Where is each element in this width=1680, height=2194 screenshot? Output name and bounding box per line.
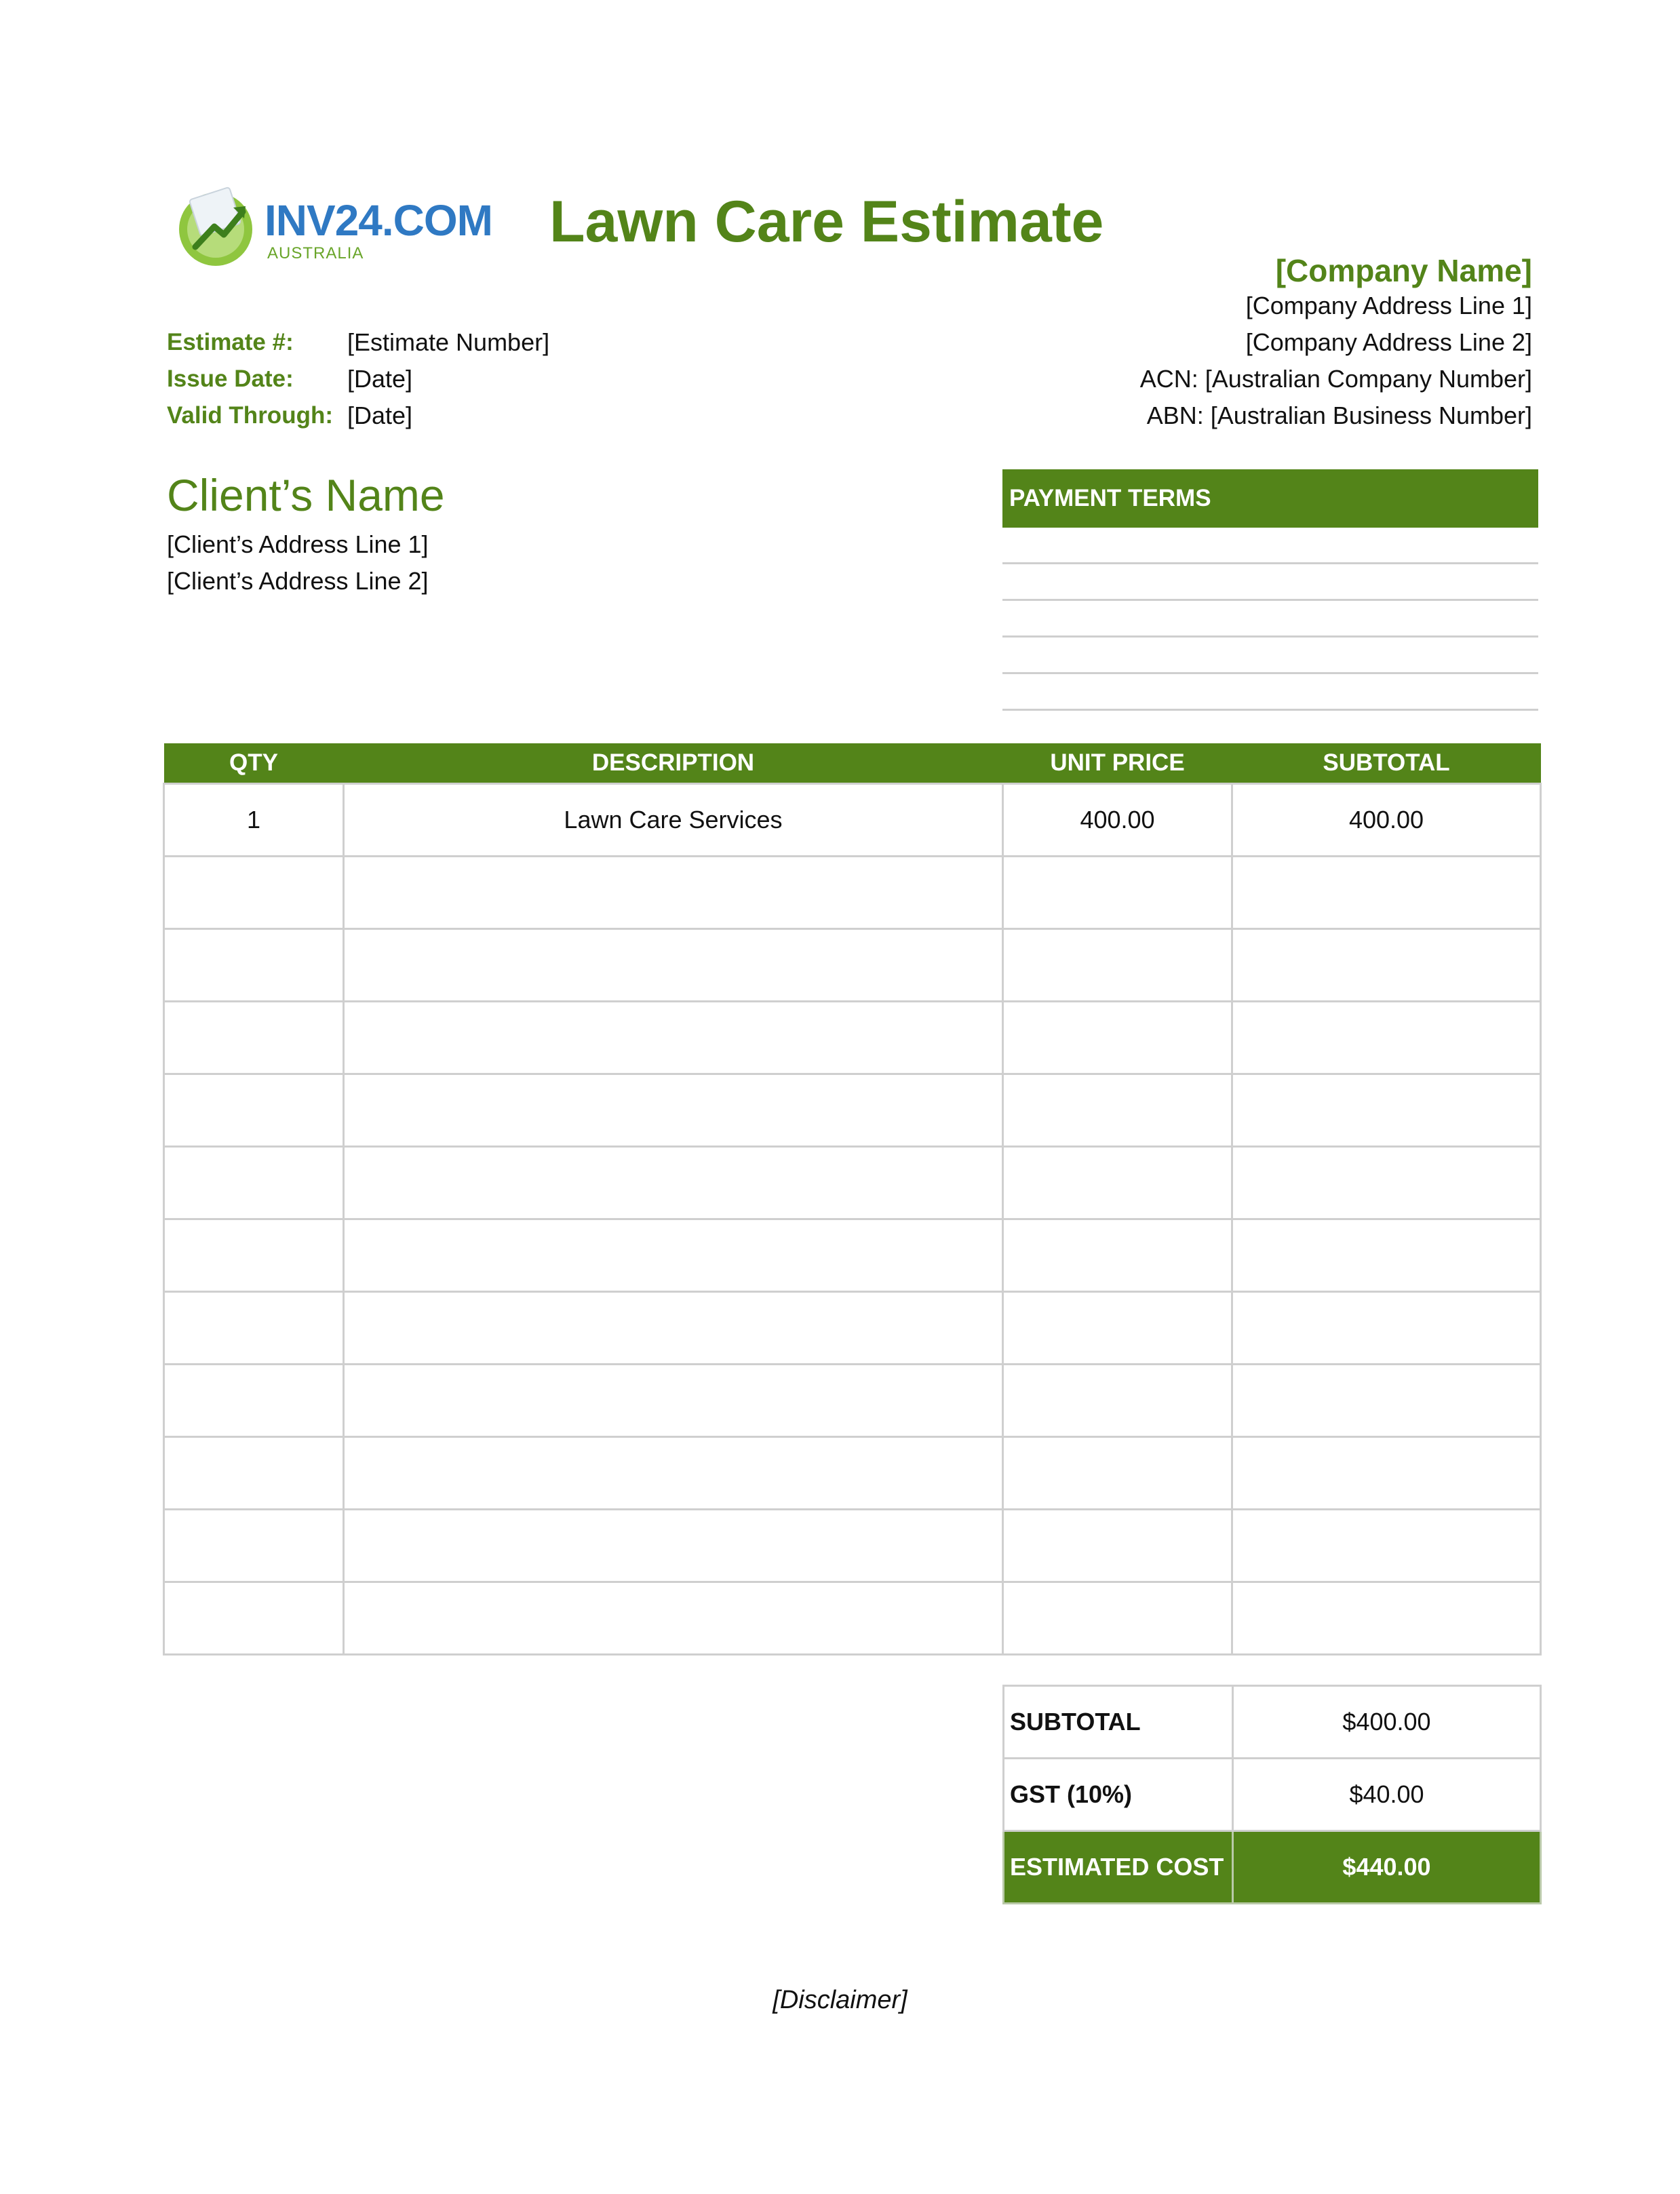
cell-unit-price[interactable] xyxy=(1003,1437,1232,1510)
column-header-subtotal: SUBTOTAL xyxy=(1232,743,1541,784)
payment-terms-header: PAYMENT TERMS xyxy=(1002,469,1538,528)
cell-qty[interactable] xyxy=(164,1074,344,1147)
cell-unit-price[interactable] xyxy=(1003,1582,1232,1655)
valid-through-label: Valid Through: xyxy=(167,402,333,429)
cell-description[interactable]: Lawn Care Services xyxy=(344,784,1003,857)
table-row xyxy=(164,1002,1541,1074)
cell-subtotal[interactable] xyxy=(1232,1437,1541,1510)
logo-wordmark: INV24.COM xyxy=(265,196,492,245)
column-header-description: DESCRIPTION xyxy=(344,743,1003,784)
valid-through-value: [Date] xyxy=(347,401,413,429)
cell-subtotal[interactable] xyxy=(1232,1219,1541,1292)
estimate-number-label: Estimate #: xyxy=(167,329,294,355)
table-row xyxy=(164,1292,1541,1365)
cell-description[interactable] xyxy=(344,1365,1003,1437)
company-logo xyxy=(175,184,492,273)
company-name: [Company Name] xyxy=(1275,253,1532,288)
cell-subtotal[interactable] xyxy=(1232,1510,1541,1582)
company-address-line-2: [Company Address Line 2] xyxy=(1245,328,1532,356)
logo-subtext: AUSTRALIA xyxy=(267,244,364,262)
cell-unit-price[interactable]: 400.00 xyxy=(1003,784,1232,857)
cell-qty[interactable]: 1 xyxy=(164,784,344,857)
cell-subtotal[interactable] xyxy=(1232,857,1541,929)
disclaimer: [Disclaimer] xyxy=(773,1986,907,2014)
column-header-unit-price: UNIT PRICE xyxy=(1003,743,1232,784)
gst-row xyxy=(1004,1759,1541,1831)
cell-qty[interactable] xyxy=(164,857,344,929)
client-address-line-2: [Client’s Address Line 2] xyxy=(167,567,429,595)
line-items-table xyxy=(163,743,1542,1656)
table-row xyxy=(164,929,1541,1002)
table-row xyxy=(164,857,1541,929)
cell-unit-price[interactable] xyxy=(1003,1292,1232,1365)
cell-unit-price[interactable] xyxy=(1003,1510,1232,1582)
cell-qty[interactable] xyxy=(164,1292,344,1365)
cell-unit-price[interactable] xyxy=(1003,1365,1232,1437)
cell-description[interactable] xyxy=(344,1074,1003,1147)
table-row xyxy=(164,1582,1541,1655)
issue-date-label: Issue Date: xyxy=(167,366,294,392)
logo-icon xyxy=(175,184,259,269)
table-row xyxy=(164,784,1541,857)
estimated-cost-label: ESTIMATED COST xyxy=(1004,1831,1233,1904)
cell-subtotal[interactable] xyxy=(1232,1002,1541,1074)
payment-terms-line[interactable] xyxy=(1002,638,1538,674)
table-row xyxy=(164,1147,1541,1219)
cell-description[interactable] xyxy=(344,1147,1003,1219)
document-title: Lawn Care Estimate xyxy=(549,189,1104,254)
table-header-row xyxy=(164,743,1541,784)
cell-qty[interactable] xyxy=(164,1002,344,1074)
cell-unit-price[interactable] xyxy=(1003,929,1232,1002)
payment-terms-line[interactable] xyxy=(1002,528,1538,564)
totals-table xyxy=(1002,1685,1542,1904)
cell-qty[interactable] xyxy=(164,1582,344,1655)
cell-qty[interactable] xyxy=(164,1147,344,1219)
cell-subtotal[interactable]: 400.00 xyxy=(1232,784,1541,857)
cell-unit-price[interactable] xyxy=(1003,1219,1232,1292)
cell-unit-price[interactable] xyxy=(1003,1074,1232,1147)
cell-qty[interactable] xyxy=(164,1365,344,1437)
payment-terms-section xyxy=(1002,469,1538,711)
cell-qty[interactable] xyxy=(164,1437,344,1510)
cell-description[interactable] xyxy=(344,1437,1003,1510)
subtotal-value: $400.00 xyxy=(1233,1686,1541,1759)
cell-description[interactable] xyxy=(344,1582,1003,1655)
cell-description[interactable] xyxy=(344,857,1003,929)
cell-subtotal[interactable] xyxy=(1232,1147,1541,1219)
cell-subtotal[interactable] xyxy=(1232,1074,1541,1147)
table-row xyxy=(164,1437,1541,1510)
payment-terms-line[interactable] xyxy=(1002,674,1538,711)
cell-qty[interactable] xyxy=(164,929,344,1002)
gst-label: GST (10%) xyxy=(1004,1759,1233,1831)
table-row xyxy=(164,1365,1541,1437)
cell-description[interactable] xyxy=(344,1219,1003,1292)
subtotal-label: SUBTOTAL xyxy=(1004,1686,1233,1759)
payment-terms-line[interactable] xyxy=(1002,564,1538,601)
table-row xyxy=(164,1074,1541,1147)
client-name: Client’s Name xyxy=(167,470,445,520)
cell-subtotal[interactable] xyxy=(1232,1582,1541,1655)
company-abn: ABN: [Australian Business Number] xyxy=(1146,401,1532,429)
subtotal-row xyxy=(1004,1686,1541,1759)
cell-subtotal[interactable] xyxy=(1232,929,1541,1002)
cell-description[interactable] xyxy=(344,1292,1003,1365)
gst-value: $40.00 xyxy=(1233,1759,1541,1831)
client-address-line-1: [Client’s Address Line 1] xyxy=(167,530,429,558)
issue-date-value: [Date] xyxy=(347,365,413,393)
cell-description[interactable] xyxy=(344,929,1003,1002)
cell-description[interactable] xyxy=(344,1510,1003,1582)
company-address-line-1: [Company Address Line 1] xyxy=(1245,292,1532,319)
cell-unit-price[interactable] xyxy=(1003,1002,1232,1074)
estimated-cost-row xyxy=(1004,1831,1541,1904)
table-row xyxy=(164,1219,1541,1292)
cell-qty[interactable] xyxy=(164,1219,344,1292)
estimate-number-value: [Estimate Number] xyxy=(347,328,550,356)
column-header-qty: QTY xyxy=(164,743,344,784)
cell-unit-price[interactable] xyxy=(1003,857,1232,929)
estimated-cost-value: $440.00 xyxy=(1233,1831,1541,1904)
payment-terms-line[interactable] xyxy=(1002,601,1538,638)
cell-subtotal[interactable] xyxy=(1232,1365,1541,1437)
company-acn: ACN: [Australian Company Number] xyxy=(1139,365,1532,393)
table-row xyxy=(164,1510,1541,1582)
cell-description[interactable] xyxy=(344,1002,1003,1074)
cell-unit-price[interactable] xyxy=(1003,1147,1232,1219)
cell-subtotal[interactable] xyxy=(1232,1292,1541,1365)
cell-qty[interactable] xyxy=(164,1510,344,1582)
